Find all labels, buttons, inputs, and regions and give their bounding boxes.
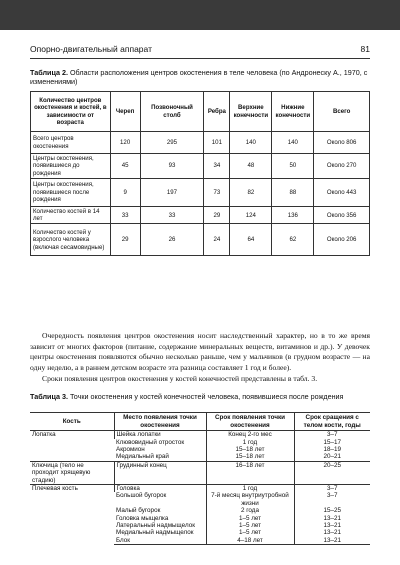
table-cell: 15–25 bbox=[294, 507, 370, 514]
body-paragraph: Очередность появления центров окостенения носит наследственный характер, но в то же время зависит от многих факторов (питание, содержание минеральных веществ, витаминов и др.). У девочек центры окостенения появляются обычно несколько раньше, чем у мальчиков (в грудном возрасте — на одну неделю, а в раннем детском возрасте эта разница составляет 1 год и более). bbox=[30, 331, 370, 372]
bone-name: Ключица (тело не проходит хрящевую стадию) bbox=[30, 461, 114, 484]
table-cell: Блок bbox=[114, 537, 206, 545]
header-rule bbox=[30, 58, 370, 59]
table-cell: 45 bbox=[110, 154, 140, 179]
table3-header: Место появления точки окостенения bbox=[114, 413, 206, 431]
running-header-title: Опорно-двигательный аппарат bbox=[30, 44, 152, 54]
table-cell: 50 bbox=[272, 154, 314, 179]
table-cell: Около 270 bbox=[314, 154, 370, 179]
table3-header: Срок сращения с телом кости, годы bbox=[294, 413, 370, 431]
table-cell: Большой бугорок bbox=[116, 492, 167, 500]
table-row bbox=[31, 224, 370, 256]
table-cell: 2 года bbox=[206, 507, 294, 514]
table3-header: Срок появления точки окостенения bbox=[206, 413, 294, 431]
table-cell: Около 356 bbox=[314, 206, 370, 224]
table3 bbox=[30, 412, 370, 545]
table3-header-row bbox=[30, 413, 370, 431]
table-cell: Грудинный конец bbox=[114, 461, 206, 484]
table-cell: 93 bbox=[140, 154, 204, 179]
table-cell: Конец 2-го мес bbox=[206, 431, 294, 439]
table-cell: 3–7 bbox=[294, 492, 370, 507]
table-cell: 197 bbox=[140, 178, 204, 206]
table-cell: 140 bbox=[230, 132, 272, 154]
table2 bbox=[30, 91, 370, 256]
table-cell: Количество костей в 14 лет bbox=[31, 206, 111, 224]
table-cell: 9 bbox=[110, 178, 140, 206]
table-cell: 29 bbox=[204, 206, 230, 224]
table-cell: 33 bbox=[110, 206, 140, 224]
table-cell: 13–21 bbox=[294, 537, 370, 545]
table-cell: 140 bbox=[272, 132, 314, 154]
table-row bbox=[31, 178, 370, 206]
table-cell: 13–21 bbox=[294, 515, 370, 522]
table3-caption-label: Таблица 3. bbox=[30, 392, 68, 401]
table2-caption-label: Таблица 2. bbox=[30, 68, 68, 77]
table-cell: Головка bbox=[114, 485, 206, 493]
table-row bbox=[30, 431, 370, 439]
table-cell: 136 bbox=[272, 206, 314, 224]
table-cell: 101 bbox=[204, 132, 230, 154]
table-cell: Центры окостенения, появившиеся до рождения bbox=[31, 154, 111, 179]
table2-header: Верхние конечности bbox=[230, 92, 272, 132]
table-cell: 48 bbox=[230, 154, 272, 179]
table-cell: 34 bbox=[204, 154, 230, 179]
table-cell: 33 bbox=[140, 206, 204, 224]
table-cell: 13–21 bbox=[294, 529, 370, 536]
table3-caption-text: Точки окостенения у костей конечностей человека, появившиеся после рождения bbox=[69, 392, 344, 401]
table-cell: 26 bbox=[140, 224, 204, 256]
body-paragraph: Сроки появления центров окостенения у костей конечностей представлены в табл. 3. bbox=[42, 374, 318, 383]
table-cell: Латеральный надмыщелок bbox=[116, 522, 195, 530]
table-cell: Шейка лопатки bbox=[114, 431, 206, 439]
table-cell: Количество костей у взрослого человека (включая сесамовидные) bbox=[31, 224, 111, 256]
table-cell: 64 bbox=[230, 224, 272, 256]
table-cell: 4–18 лет bbox=[206, 537, 294, 545]
table-cell: 120 bbox=[110, 132, 140, 154]
table-cell: 15–18 лет bbox=[206, 453, 294, 461]
table-row bbox=[31, 154, 370, 179]
table-row bbox=[31, 206, 370, 224]
table2-caption bbox=[30, 68, 370, 86]
bone-name: Плечевая кость bbox=[30, 485, 114, 545]
table-cell: 24 bbox=[204, 224, 230, 256]
table-cell: Около 443 bbox=[314, 178, 370, 206]
table-row bbox=[30, 485, 370, 493]
running-header bbox=[30, 44, 370, 58]
table-cell: 18–19 bbox=[294, 446, 370, 453]
table2-header-row bbox=[31, 92, 370, 132]
table-cell: 7-й месяц внутриутробной жизни bbox=[206, 492, 294, 507]
table3-header: Кость bbox=[30, 413, 114, 431]
table-cell: 1–5 лет bbox=[206, 529, 294, 536]
table-cell: 124 bbox=[230, 206, 272, 224]
table-cell: 20–25 bbox=[294, 461, 370, 484]
table3-caption bbox=[30, 392, 370, 401]
table-cell: 1–5 лет bbox=[206, 515, 294, 522]
table-cell: Акромион bbox=[116, 446, 145, 453]
table-cell: Центры окостенения, появившиеся после рождения bbox=[31, 178, 111, 206]
page-number: 81 bbox=[360, 44, 370, 54]
table2-header: Нижние конечности bbox=[272, 92, 314, 132]
table-cell: 1 год bbox=[206, 439, 294, 446]
table-cell: Медиальный надмыщелок bbox=[116, 529, 194, 537]
table-cell: 20–21 bbox=[294, 453, 370, 461]
table-cell: 1 год bbox=[206, 485, 294, 493]
table-cell: 13–21 bbox=[294, 522, 370, 529]
table2-caption-text: Области расположения центров окостенения в теле человека (по Андронеску А., 1970, с изменениями) bbox=[30, 68, 368, 86]
table-cell: 62 bbox=[272, 224, 314, 256]
table-cell: Малый бугорок bbox=[116, 507, 161, 515]
bone-name: Лопатка bbox=[30, 431, 114, 462]
table-cell: Головка мыщелка bbox=[116, 514, 169, 522]
table-cell: 82 bbox=[230, 178, 272, 206]
table-cell: 29 bbox=[110, 224, 140, 256]
table2-header: Всего bbox=[314, 92, 370, 132]
table2-header: Череп bbox=[110, 92, 140, 132]
table-cell: 15–17 bbox=[294, 439, 370, 446]
table-cell: 1–5 лет bbox=[206, 522, 294, 529]
table-cell: 88 bbox=[272, 178, 314, 206]
table-row bbox=[30, 461, 370, 484]
table-cell: Всего центров окостенения bbox=[31, 132, 111, 154]
top-dark-band bbox=[0, 0, 400, 30]
table-cell: 73 bbox=[204, 178, 230, 206]
table-cell: 16–18 лет bbox=[206, 461, 294, 484]
table-cell: Около 806 bbox=[314, 132, 370, 154]
table-cell: 15–18 лет bbox=[206, 446, 294, 453]
table-cell: Клювовидный отросток bbox=[116, 438, 185, 446]
table2-header: Ребра bbox=[204, 92, 230, 132]
table-cell: 3–7 bbox=[294, 485, 370, 493]
table-cell: 3–7 bbox=[294, 431, 370, 439]
table2-header: Позвоночный столб bbox=[140, 92, 204, 132]
table-cell: Около 206 bbox=[314, 224, 370, 256]
table-row bbox=[31, 132, 370, 154]
table2-header: Количество центров окостенения и костей, в зависимости от возраста bbox=[31, 92, 111, 132]
table-cell: Медиальный край bbox=[116, 453, 169, 461]
table-cell: 295 bbox=[140, 132, 204, 154]
